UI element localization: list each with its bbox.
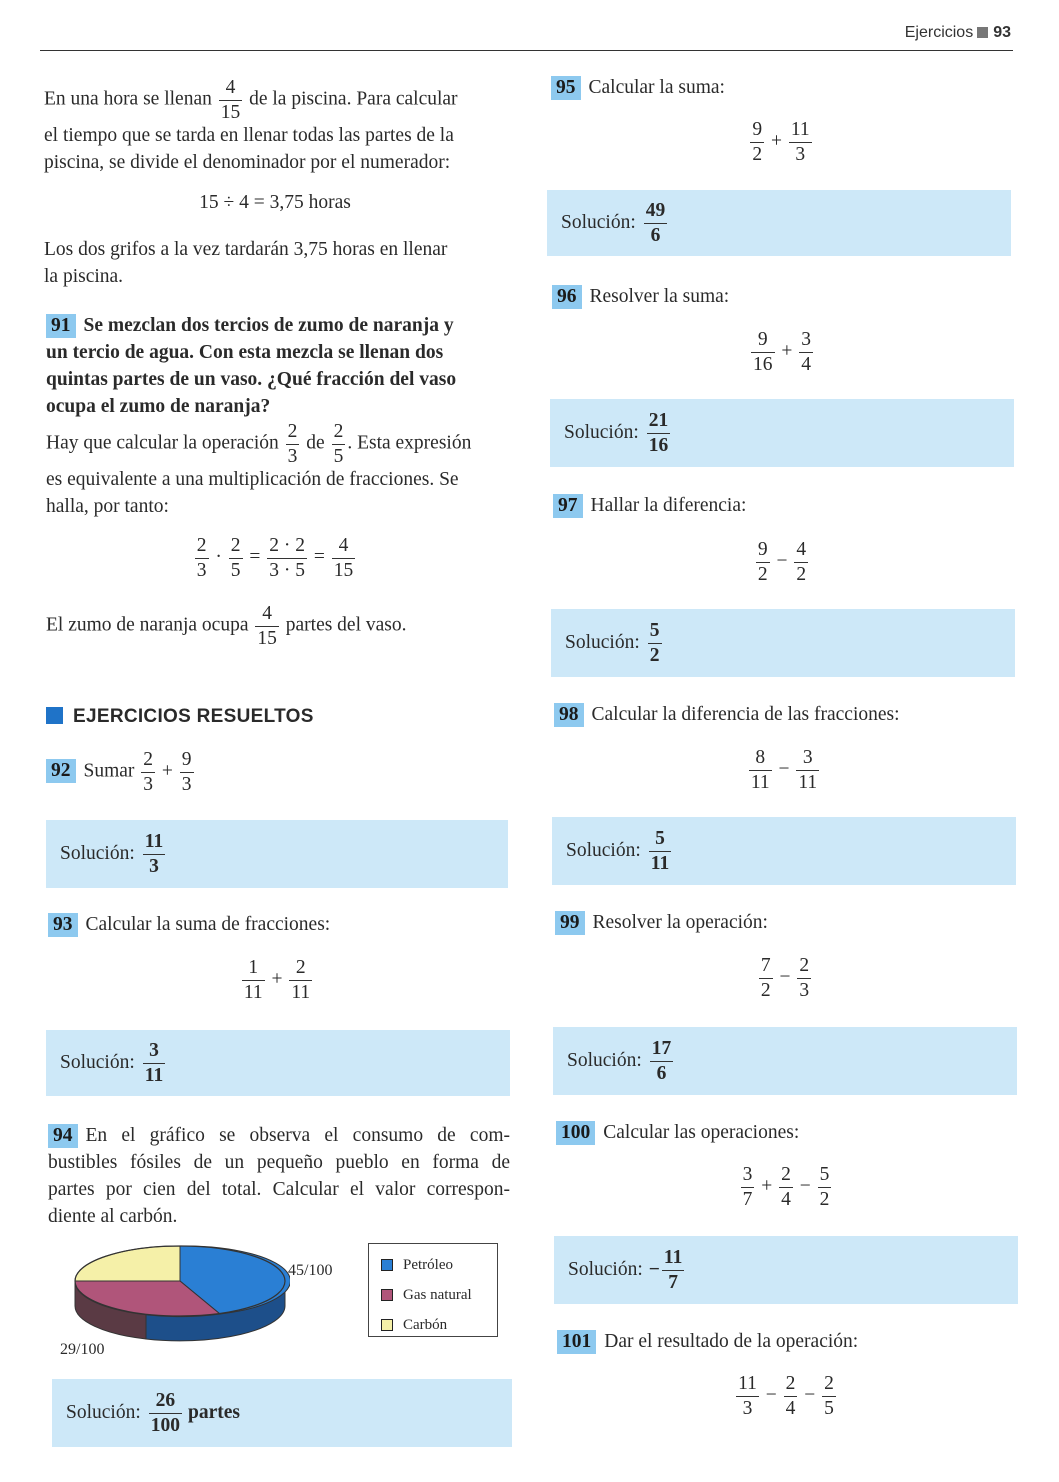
problem-number: 96 <box>552 285 582 309</box>
problem-96-expression: $\frac{9}{16}$ + $\frac{3}{4}$ <box>753 329 811 375</box>
intro-line: piscina, se divide el denominador por el numerador: <box>44 152 451 173</box>
problem-number: 94 <box>48 1124 78 1148</box>
fraction: $\frac{4}{15}$ <box>220 77 241 123</box>
problem-98: 98 Calcular la diferencia de las fracciones: <box>554 703 900 727</box>
legend-swatch <box>381 1319 393 1331</box>
solution-box: Solución: $\frac{11}{3}$ <box>46 820 508 888</box>
solution-box: Solución: $\frac{26}{100}$ partes <box>52 1379 512 1447</box>
problem-97-expression: $\frac{9}{2}$ − $\frac{4}{2}$ <box>757 539 807 585</box>
problem-91-statement: 91 Se mezclan dos tercios de zumo de naranja y un tercio de agua. Con esta mezcla se llenan dos quintas partes de un vaso. ¿Qué fracción del vaso ocupa el zumo de naranja? <box>46 315 457 417</box>
problem-91-solution-text: Hay que calcular la operación $\frac{2}{3}$ de $\frac{2}{5}$ . Esta expresión es equivalente a una multiplicación de fracciones. Se halla, por tanto: <box>46 421 472 517</box>
page-number: 93 <box>993 24 1011 41</box>
problem-number: 92 <box>46 759 76 783</box>
problem-number: 100 <box>556 1121 595 1145</box>
legend-item: Petróleo <box>381 1250 497 1280</box>
problem-101: 101 Dar el resultado de la operación: <box>557 1330 858 1354</box>
fraction: $\frac{2}{3}$ <box>287 421 298 467</box>
fraction: $\frac{2}{5}$ <box>333 421 344 467</box>
problem-95-expression: $\frac{9}{2}$ + $\frac{11}{3}$ <box>752 119 810 165</box>
problem-number: 93 <box>48 913 78 937</box>
intro-text-b: de la piscina. Para calcular <box>249 88 458 110</box>
problem-number: 97 <box>553 494 583 518</box>
problem-98-expression: $\frac{8}{11}$ − $\frac{3}{11}$ <box>750 747 818 793</box>
fraction: $\frac{4}{15}$ <box>257 603 277 649</box>
solution-box: Solución: $\frac{21}{16}$ <box>550 399 1014 467</box>
problem-94-statement: 94 En el gráfico se observa el consumo de com- bustibles fósiles de un pequeño pueblo en forma de partes por cien del total. Calcular el valor correspon- diente al carbón. <box>48 1125 510 1227</box>
section-square-icon <box>46 707 63 724</box>
problem-93-expression: $\frac{1}{11}$ + $\frac{2}{11}$ <box>243 957 311 1003</box>
problem-100-expression: $\frac{3}{7}$ + $\frac{2}{4}$ − $\frac{5}{2}$ <box>742 1164 830 1210</box>
problem-99: 99 Resolver la operación: <box>555 911 768 935</box>
problem-number: 98 <box>554 703 584 727</box>
solution-box: Solución: $\frac{49}{6}$ <box>547 190 1011 256</box>
solution-box: Solución: $\frac{5}{11}$ <box>552 817 1016 885</box>
header-square-icon <box>977 27 988 38</box>
solution-box: Solución: $\frac{17}{6}$ <box>553 1027 1017 1095</box>
problem-number: 99 <box>555 911 585 935</box>
problem-number: 91 <box>46 314 76 338</box>
problem-97: 97 Hallar la diferencia: <box>553 494 746 518</box>
chart-label-right: 45/100 <box>288 1262 333 1279</box>
problem-101-expression: $\frac{11}{3}$ − $\frac{2}{4}$ − $\frac{2}{5}$ <box>738 1373 834 1419</box>
solution-box: Solución: $\frac{5}{2}$ <box>551 609 1015 677</box>
header-section: Ejercicios <box>904 24 974 41</box>
problem-number: 95 <box>551 76 581 100</box>
problem-91-equation: $\frac{2}{3}$ · $\frac{2}{5}$ = $\frac{2 \cdot 2}{3 \cdot 5}$ = $\frac{4}{15}$ <box>196 535 354 581</box>
problem-95: 95 Calcular la suma: <box>551 76 725 100</box>
intro-text-a: En una hora se llenan <box>44 88 212 110</box>
solution-box: Solución: $\frac{3}{11}$ <box>46 1030 510 1096</box>
chart-legend <box>368 1243 498 1337</box>
solution-box: Solución: − $\frac{11}{7}$ <box>554 1236 1018 1304</box>
pie-slice-carbon <box>75 1246 180 1281</box>
problem-93: 93 Calcular la suma de fracciones: <box>48 913 330 937</box>
problem-92: 92 Sumar $\frac{2}{3}$ + $\frac{9}{3}$ <box>46 750 196 794</box>
problem-91-conclusion: El zumo de naranja ocupa $\frac{4}{15}$ partes del vaso. <box>46 603 407 649</box>
running-header <box>905 24 1011 42</box>
legend-swatch <box>381 1259 393 1271</box>
problem-number: 101 <box>557 1330 596 1354</box>
division-equation: 15 ÷ 4 = 3,75 horas <box>199 192 351 213</box>
problem-96: 96 Resolver la suma: <box>552 285 729 309</box>
header-rule <box>40 50 1013 51</box>
problem-99-expression: $\frac{7}{2}$ − $\frac{2}{3}$ <box>760 955 810 1001</box>
intro-line: el tiempo que se tarda en llenar todas las partes de la <box>44 125 454 146</box>
problem-100: 100 Calcular las operaciones: <box>556 1121 799 1145</box>
legend-item: Carbón <box>381 1310 497 1340</box>
intro-paragraph <box>44 78 506 176</box>
legend-swatch <box>381 1289 393 1301</box>
section-heading: EJERCICIOS RESUELTOS <box>46 706 314 728</box>
chart-label-left: 29/100 <box>60 1341 105 1358</box>
fuel-pie-chart <box>70 1238 290 1348</box>
legend-item: Gas natural <box>381 1280 497 1310</box>
intro-conclusion: Los dos grifos a la vez tardarán 3,75 horas en llenar la piscina. <box>44 239 448 287</box>
